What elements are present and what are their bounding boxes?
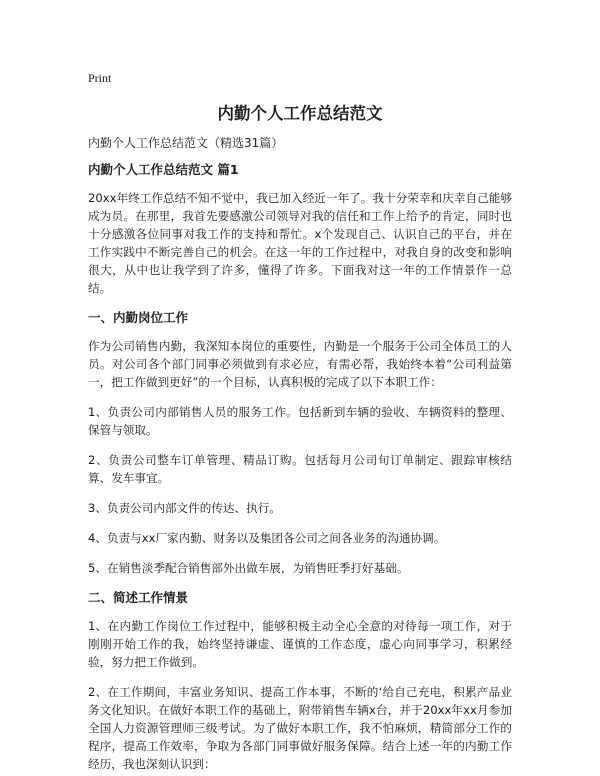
section1-item: 1、负责公司内部销售人员的服务工作。包括新到车辆的验收、车辆资料的整理、保管与领取。: [88, 405, 512, 437]
section1-item: 2、负责公司整车订单管理、精品订购。包括每月公司旬订单制定、跟踪审核结算、发车事宜。: [88, 453, 512, 485]
intro-paragraph: 20xx年终工作总结不知不觉中，我已加入经近一年了。我十分荣幸和庆幸自己能够成为员。在那里，我首先要感激公司领导对我的信任和工作上给予的肯定，同时也十分感激各位同事对我工作的支持和帮忙。x个发现自己、认识自己的平台，并在工作实践中不断完善自己的机会。在这一年的工作过程中，对我自身的改变和影响很大，从中也让我学到了许多，懂得了许多。下面我对这一年的工作情景作一总结。: [88, 191, 512, 295]
section-heading-1: 一、内勤岗位工作: [88, 310, 189, 325]
section1-intro-paragraph: 作为公司销售内勤，我深知本岗位的重要性，内勤是一个服务于公司全体员工的人员。对公司各个部门同事必须做到有求必应，有需必帮，我始终本着“公司利益第一，把工作做到更好”的一个目标，认真积极的完成了以下本职工作：: [88, 339, 512, 389]
section2-item: 1、在内勤工作岗位工作过程中，能够积极主动全心全意的对待每一项工作，对于刚刚开始工作的我，始终坚持谦虚、谨慎的工作态度，虚心向同事学习，积累经验，努力把工作做到。: [88, 619, 512, 669]
section1-item: 3、负责公司内部文件的传达、执行。: [88, 501, 281, 515]
document-subtitle: 内勤个人工作总结范文（精选31篇）: [88, 136, 284, 150]
document-title: 内勤个人工作总结范文: [217, 104, 383, 123]
section2-item: 2、在工作期间，丰富业务知识、提高工作本事，不断的‘给自己充电，积累产品业务文化知识。在做好本职工作的基础上，附带销售车辆x台，并于20xx年xx月参加全国人力资源管理师三级考试。为了做好本职工作，我不怕麻烦，精简部分工作的程序，提高工作效率，争取为各部门同事做好服务保障。结合上述一年的内勤工作经历，我也深刻认识到：: [88, 685, 512, 771]
section-heading-2: 二、简述工作情景: [88, 590, 189, 605]
article-heading: 内勤个人工作总结范文 篇1: [88, 162, 239, 177]
section1-item: 4、负责与xx厂家内勤、财务以及集团各公司之间各业务的沟通协调。: [88, 531, 446, 545]
print-link[interactable]: Print: [88, 71, 112, 85]
section1-item: 5、在销售淡季配合销售部外出做车展，为销售旺季打好基础。: [88, 561, 409, 575]
